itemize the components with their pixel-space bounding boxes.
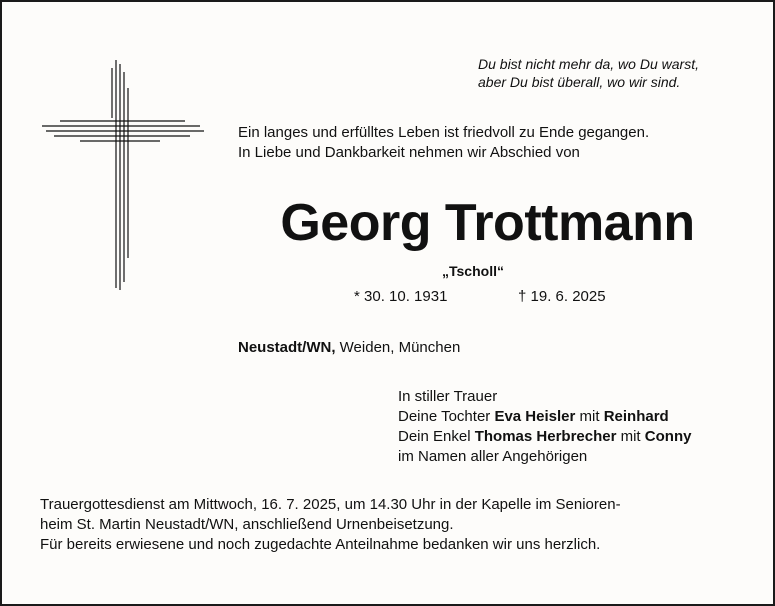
quote-line-2: aber Du bist überall, wo wir sind. (478, 74, 681, 90)
death-date: † 19. 6. 2025 (518, 288, 606, 305)
intro-line-1: Ein langes und erfülltes Leben ist friedvoll zu Ende gegangen. (238, 124, 650, 141)
service-line-2: heim St. Martin Neustadt/WN, anschließend Urnenbeisetzung. (40, 516, 454, 533)
place-primary: Neustadt/WN, (238, 339, 336, 356)
mourner-relation: Dein Enkel (398, 428, 475, 445)
mourner-connector: mit (575, 408, 604, 425)
mourners-line-3 (398, 427, 691, 447)
mourners-block (398, 387, 691, 467)
places-line (238, 339, 460, 356)
mourner-name: Eva Heisler (494, 408, 576, 425)
place-others: Weiden, München (335, 339, 461, 356)
intro-text (238, 123, 649, 163)
service-info (40, 495, 744, 555)
quote-line-1: Du bist nicht mehr da, wo Du warst, (478, 56, 699, 72)
cross-icon (40, 58, 208, 294)
mourner-partner: Reinhard (603, 408, 669, 425)
birth-date: * 30. 10. 1931 (354, 288, 448, 305)
deceased-nickname: „Tscholl“ (442, 263, 504, 279)
mourners-line-2 (398, 407, 691, 427)
epitaph-quote (478, 55, 699, 91)
deceased-name: Georg Trottmann (280, 194, 695, 252)
service-line-1: Trauergottesdienst am Mittwoch, 16. 7. 2025, um 14.30 Uhr in der Kapelle im Senioren- (40, 496, 621, 513)
service-line-3: Für bereits erwiesene und noch zugedachte Anteilnahme bedanken wir uns herzlich. (40, 536, 601, 553)
mourner-partner: Conny (644, 428, 692, 445)
mourner-name: Thomas Herbrecher (474, 428, 617, 445)
intro-line-2: In Liebe und Dankbarkeit nehmen wir Abschied von (238, 144, 580, 161)
mourner-connector: mit (616, 428, 645, 445)
mourners-line-4: im Namen aller Angehörigen (398, 448, 588, 465)
mourners-line-1: In stiller Trauer (398, 388, 498, 405)
mourner-relation: Deine Tochter (398, 408, 495, 425)
